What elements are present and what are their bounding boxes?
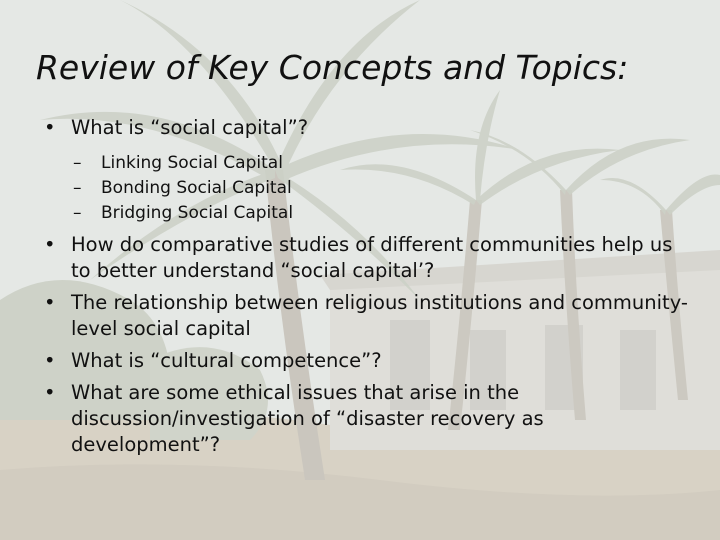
sub-bullet-item-bonding xyxy=(71,176,694,201)
bullet-icon: • xyxy=(44,291,56,314)
bullet-icon: • xyxy=(44,233,56,256)
sub-bullet-item-linking xyxy=(71,151,694,176)
sub-bullet-item-bridging xyxy=(71,201,694,226)
bullet-content xyxy=(44,115,694,464)
bullet-item-comparative-studies xyxy=(44,232,694,284)
bullet-item-ethical-issues xyxy=(44,380,694,458)
dash-icon: – xyxy=(73,178,82,198)
bullet-item-cultural-competence xyxy=(44,348,694,374)
bullet-text: What are some ethical issues that arise in the discussion/investigation of “disaster recovery as development”? xyxy=(71,381,544,456)
bullet-item-social-capital xyxy=(44,115,694,226)
bullet-icon: • xyxy=(44,349,56,372)
sub-bullet-text: Bridging Social Capital xyxy=(101,203,294,223)
bullet-icon: • xyxy=(44,116,56,139)
sub-bullet-text: Linking Social Capital xyxy=(101,153,283,173)
sub-bullet-text: Bonding Social Capital xyxy=(101,178,292,198)
sub-bullet-list xyxy=(71,151,694,226)
dash-icon: – xyxy=(73,203,82,223)
bullet-text: The relationship between religious institutions and community-level social capital xyxy=(71,291,688,340)
bullet-text: What is “social capital”? xyxy=(71,116,309,139)
bullet-item-religious-institutions xyxy=(44,290,694,342)
slide-title: Review of Key Concepts and Topics: xyxy=(36,48,629,87)
bullet-list xyxy=(44,115,694,458)
bullet-text: What is “cultural competence”? xyxy=(71,349,382,372)
bullet-icon: • xyxy=(44,381,56,404)
dash-icon: – xyxy=(73,153,82,173)
bullet-text: How do comparative studies of different communities help us to better understand “social capital’? xyxy=(71,233,673,282)
